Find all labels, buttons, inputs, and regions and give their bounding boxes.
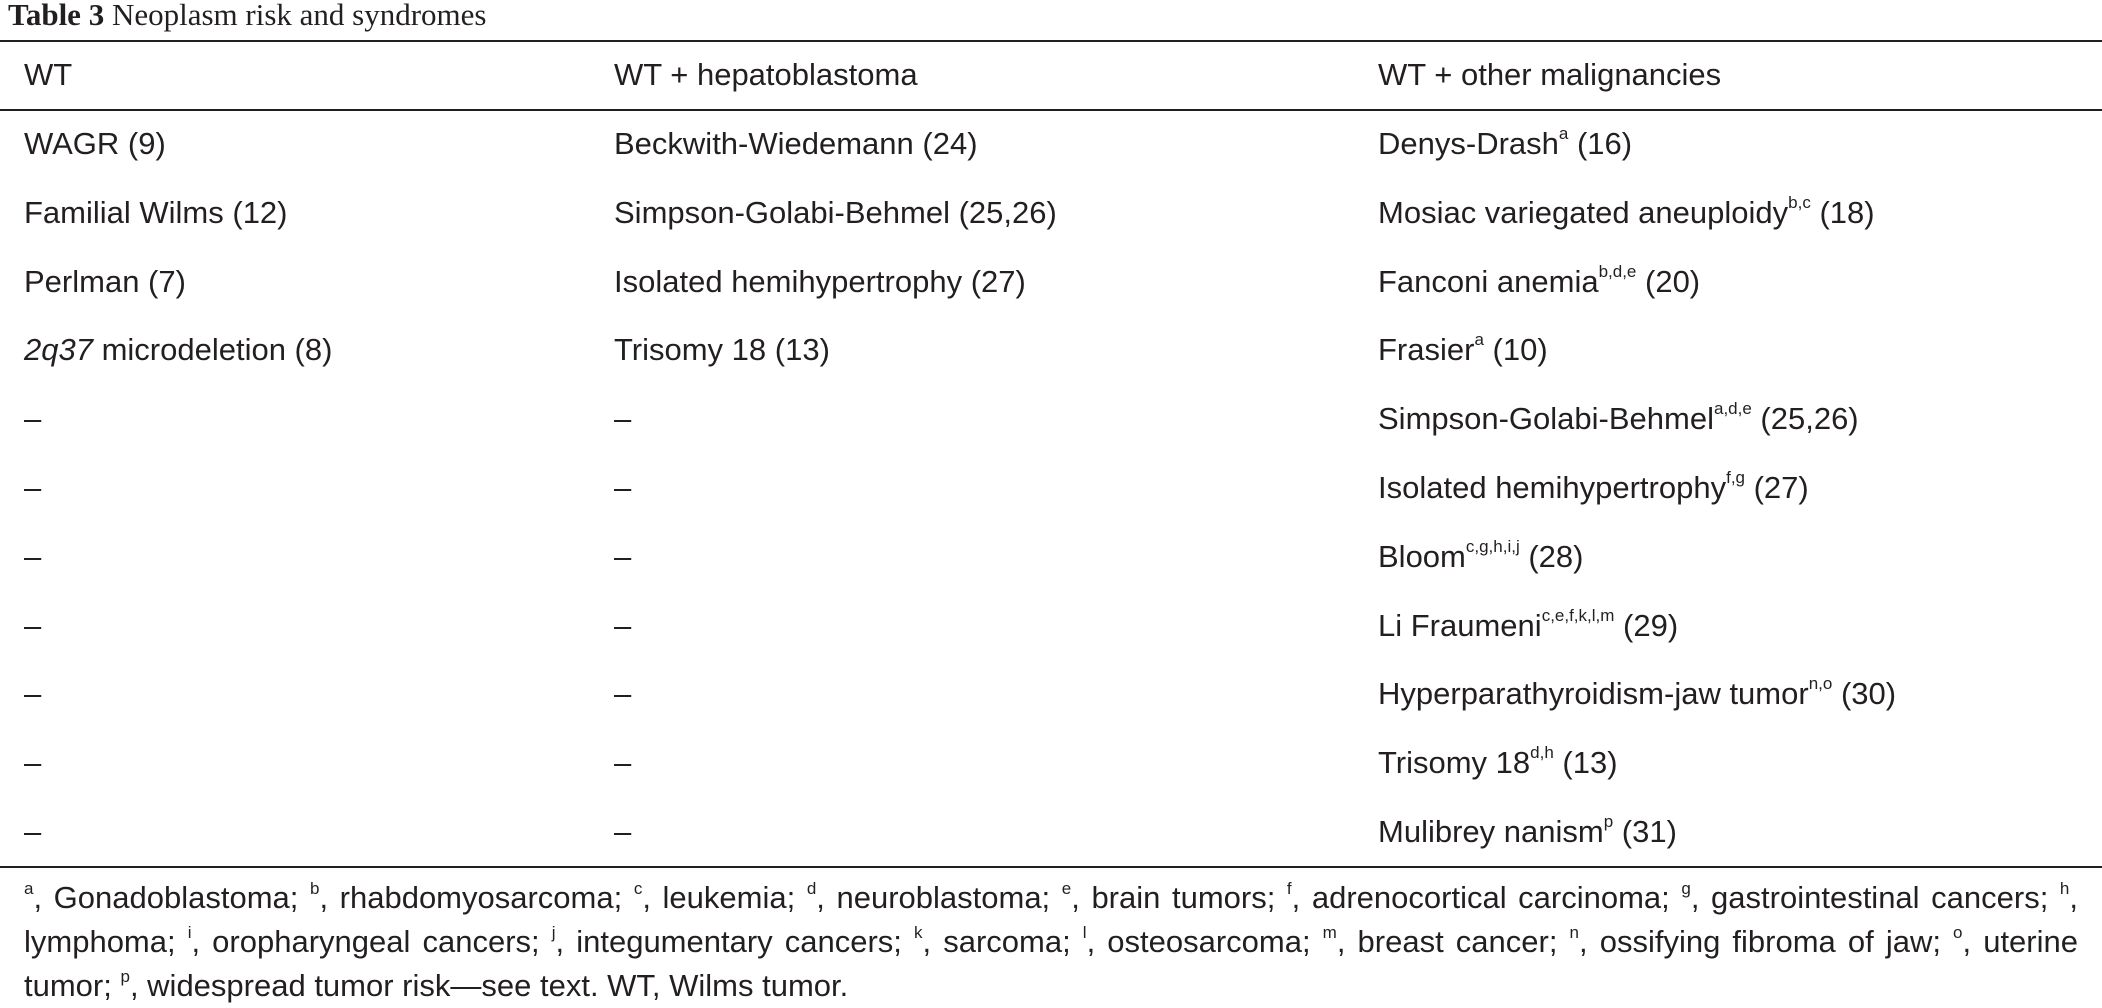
table-footnote bbox=[24, 876, 2078, 1008]
footnote-marker: o bbox=[1953, 923, 1963, 942]
cell-text: Familial Wilms (12) bbox=[24, 195, 288, 230]
footnote-marker: c,e,f,k,l,m bbox=[1541, 606, 1615, 625]
syndrome-name: Denys-Drash bbox=[1378, 126, 1559, 161]
footnote-marker: n bbox=[1569, 923, 1580, 942]
syndrome-name: Li Fraumeni bbox=[1378, 608, 1542, 643]
footnote-text: , uterine tumor; bbox=[24, 924, 2078, 1003]
cell-text: – bbox=[24, 608, 42, 643]
cell-text: – bbox=[24, 539, 42, 574]
reference-number: (16) bbox=[1568, 126, 1633, 161]
reference-number: (20) bbox=[1636, 264, 1701, 299]
cell-text: – bbox=[24, 814, 42, 849]
footnote-text: , brain tumors; bbox=[1071, 880, 1287, 915]
footnote-marker: c bbox=[633, 879, 643, 898]
footnote-marker: i bbox=[187, 923, 192, 942]
table-cell-wt-other-malignancies bbox=[1378, 470, 1809, 506]
table-cell-wt-other-malignancies bbox=[1378, 608, 1678, 644]
footnote-text: , Gonadoblastoma; bbox=[33, 880, 310, 915]
footnote-marker: k bbox=[914, 923, 923, 942]
table-cell-wt-other-malignancies bbox=[1378, 814, 1677, 850]
table-cell-wt-other-malignancies bbox=[1378, 401, 1859, 437]
table-cell-wt bbox=[24, 539, 41, 575]
table-cell-wt-other-malignancies bbox=[1378, 126, 1632, 162]
syndrome-name: Isolated hemihypertrophy bbox=[1378, 470, 1727, 505]
syndrome-name: Mosiac variegated aneuploidy bbox=[1378, 195, 1789, 230]
cell-italic-text: 2q37 bbox=[24, 332, 93, 367]
footnote-text: , gastrointestinal cancers; bbox=[1690, 880, 2060, 915]
reference-number: (10) bbox=[1483, 332, 1548, 367]
table-cell-wt bbox=[24, 814, 41, 850]
syndrome-name: Trisomy 18 bbox=[1378, 745, 1531, 780]
footnote-text: , rhabdomyosarcoma; bbox=[319, 880, 634, 915]
table-cell-wt-other-malignancies bbox=[1378, 264, 1700, 300]
cell-text: – bbox=[24, 745, 42, 780]
footnote-text: , oropharyngeal cancers; bbox=[191, 924, 552, 959]
syndrome-name: Frasier bbox=[1378, 332, 1475, 367]
footnote-marker: d,h bbox=[1530, 743, 1554, 762]
reference-number: (27) bbox=[1745, 470, 1809, 505]
reference-number: (28) bbox=[1519, 539, 1584, 574]
table-cell-wt-hepatoblastoma: Isolated hemihypertrophy (27) bbox=[614, 264, 1026, 299]
table-cell-wt bbox=[24, 195, 288, 231]
cell-text: – bbox=[24, 470, 42, 505]
footnote-marker: e bbox=[1061, 879, 1072, 898]
footnote-marker: a bbox=[1558, 124, 1569, 143]
reference-number: (31) bbox=[1613, 814, 1677, 849]
table-cell-wt-hepatoblastoma: – bbox=[614, 676, 632, 711]
footnote-text: , osteosarcoma; bbox=[1086, 924, 1323, 959]
footnote-text: , adrenocortical carcinoma; bbox=[1291, 880, 1682, 915]
table-caption-label: Table 3 bbox=[8, 0, 105, 32]
column-header-wt-other-malignancies: WT + other malignancies bbox=[1378, 57, 1722, 92]
footnote-text: , widespread tumor risk—see text. WT, Wilms tumor. bbox=[129, 968, 849, 1003]
table-cell-wt-hepatoblastoma: Beckwith-Wiedemann (24) bbox=[614, 126, 978, 161]
footnote-text: , neuroblastoma; bbox=[816, 880, 1062, 915]
table-cell-wt bbox=[24, 332, 332, 368]
table-cell-wt-hepatoblastoma: – bbox=[614, 470, 632, 505]
footnote-marker: p bbox=[1603, 812, 1614, 831]
reference-number: (29) bbox=[1614, 608, 1679, 643]
syndrome-name: Mulibrey nanism bbox=[1378, 814, 1604, 849]
footnote-text: , sarcoma; bbox=[922, 924, 1083, 959]
table-cell-wt bbox=[24, 401, 41, 437]
table-top-rule bbox=[0, 40, 2102, 42]
table-cell-wt bbox=[24, 126, 166, 162]
cell-text: microdeletion (8) bbox=[92, 332, 333, 367]
table-caption-text: Neoplasm risk and syndromes bbox=[111, 0, 487, 32]
table-cell-wt bbox=[24, 676, 41, 712]
footnote-text: , lymphoma; bbox=[24, 880, 2078, 959]
footnote-marker: c,g,h,i,j bbox=[1465, 537, 1520, 556]
footnote-marker: b,c bbox=[1788, 193, 1811, 212]
footnote-marker: a,d,e bbox=[1713, 399, 1752, 418]
footnote-text: , breast cancer; bbox=[1336, 924, 1570, 959]
table-cell-wt bbox=[24, 608, 41, 644]
table-cell-wt-other-malignancies bbox=[1378, 195, 1875, 231]
footnote-marker: m bbox=[1322, 923, 1337, 942]
footnote-marker: d bbox=[806, 879, 817, 898]
footnote-marker: a bbox=[24, 879, 34, 898]
table-cell-wt-hepatoblastoma: Simpson-Golabi-Behmel (25,26) bbox=[614, 195, 1057, 230]
footnote-marker: n,o bbox=[1808, 674, 1833, 693]
footnote-marker: a bbox=[1474, 330, 1484, 349]
cell-text: WAGR (9) bbox=[24, 126, 166, 161]
footnote-marker: h bbox=[2059, 879, 2070, 898]
table-cell-wt-other-malignancies bbox=[1378, 676, 1896, 712]
table-caption bbox=[8, 0, 486, 32]
table-cell-wt-other-malignancies bbox=[1378, 332, 1548, 368]
table-bottom-rule bbox=[0, 866, 2102, 868]
footnote-text: , leukemia; bbox=[642, 880, 807, 915]
table-cell-wt-hepatoblastoma: Trisomy 18 (13) bbox=[614, 332, 830, 367]
table-cell-wt-hepatoblastoma: – bbox=[614, 814, 632, 849]
footnote-marker: p bbox=[120, 967, 130, 986]
reference-number: (13) bbox=[1553, 745, 1618, 780]
table-cell-wt-hepatoblastoma: – bbox=[614, 539, 632, 574]
table-cell-wt-hepatoblastoma: – bbox=[614, 401, 632, 436]
table-cell-wt-hepatoblastoma: – bbox=[614, 608, 632, 643]
column-header-wt: WT bbox=[24, 57, 73, 92]
footnote-marker: l bbox=[1082, 923, 1087, 942]
table-cell-wt bbox=[24, 745, 41, 781]
cell-text: Perlman (7) bbox=[24, 264, 186, 299]
reference-number: (18) bbox=[1810, 195, 1875, 230]
cell-text: – bbox=[24, 676, 42, 711]
footnote-marker: b,d,e bbox=[1598, 262, 1637, 281]
footnote-marker: b bbox=[309, 879, 320, 898]
column-header-wt-hepatoblastoma: WT + hepatoblastoma bbox=[614, 57, 918, 92]
footnote-marker: j bbox=[551, 923, 556, 942]
footnote-text: , integumentary cancers; bbox=[555, 924, 914, 959]
table-header-rule bbox=[0, 109, 2102, 111]
footnote-marker: g bbox=[1681, 879, 1691, 898]
footnote-marker: f,g bbox=[1726, 468, 1745, 487]
table-cell-wt bbox=[24, 470, 41, 506]
syndrome-name: Hyperparathyroidism-jaw tumor bbox=[1378, 676, 1809, 711]
footnote-text: , ossifying fibroma of jaw; bbox=[1579, 924, 1954, 959]
footnote-marker: f bbox=[1286, 879, 1292, 898]
reference-number: (25,26) bbox=[1751, 401, 1859, 436]
table-cell-wt-other-malignancies bbox=[1378, 745, 1618, 781]
table-cell-wt-hepatoblastoma: – bbox=[614, 745, 632, 780]
table-cell-wt bbox=[24, 264, 186, 300]
table-cell-wt-other-malignancies bbox=[1378, 539, 1583, 575]
syndrome-name: Simpson-Golabi-Behmel bbox=[1378, 401, 1714, 436]
reference-number: (30) bbox=[1832, 676, 1897, 711]
syndrome-name: Fanconi anemia bbox=[1378, 264, 1599, 299]
syndrome-name: Bloom bbox=[1378, 539, 1466, 574]
cell-text: – bbox=[24, 401, 42, 436]
